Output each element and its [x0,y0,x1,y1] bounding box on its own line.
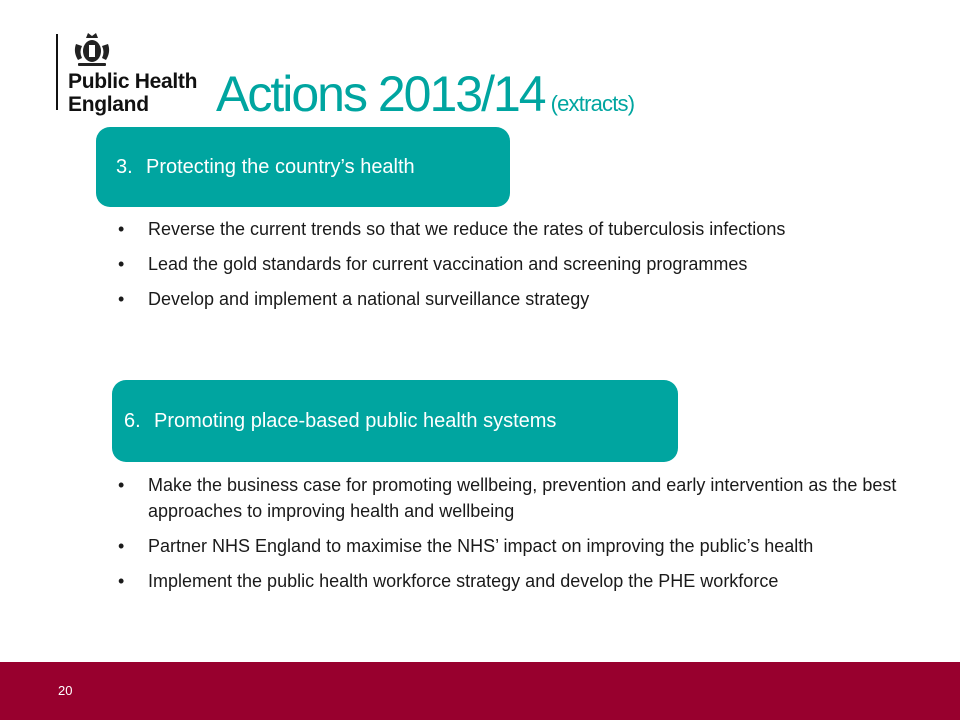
footer-bar [0,662,960,720]
section-header-protecting [96,127,510,207]
section-heading: Promoting place-based public health systems [154,409,557,432]
title-main: Actions 2013/14 [216,66,545,122]
bullet-list-protecting [116,216,896,321]
royal-crest-icon [70,30,114,70]
slide-title [216,66,634,132]
list-item: • Develop and implement a national surveillance strategy [116,286,896,312]
list-item: • Partner NHS England to maximise the NHS’ impact on improving the public’s health [116,533,906,559]
section-heading: Protecting the country’s health [146,155,415,178]
bullet-list-place-based [116,472,906,603]
section-header-place-based [112,380,678,462]
list-item: • Make the business case for promoting wellbeing, prevention and early intervention as the best approaches to improving health and wellbeing [116,472,906,524]
list-item: • Lead the gold standards for current vaccination and screening programmes [116,251,896,277]
logo-line-2: England [68,93,149,116]
page-number: 20 [58,683,73,698]
section-number: 6. [124,409,141,432]
logo-line-1: Public Health [68,70,198,93]
logo-divider [56,34,58,110]
title-suffix: (extracts) [550,91,635,116]
section-number: 3. [116,155,133,178]
list-item: • Reverse the current trends so that we reduce the rates of tuberculosis infections [116,216,896,242]
list-item: • Implement the public health workforce strategy and develop the PHE workforce [116,568,906,594]
logo-wordmark [68,70,197,116]
